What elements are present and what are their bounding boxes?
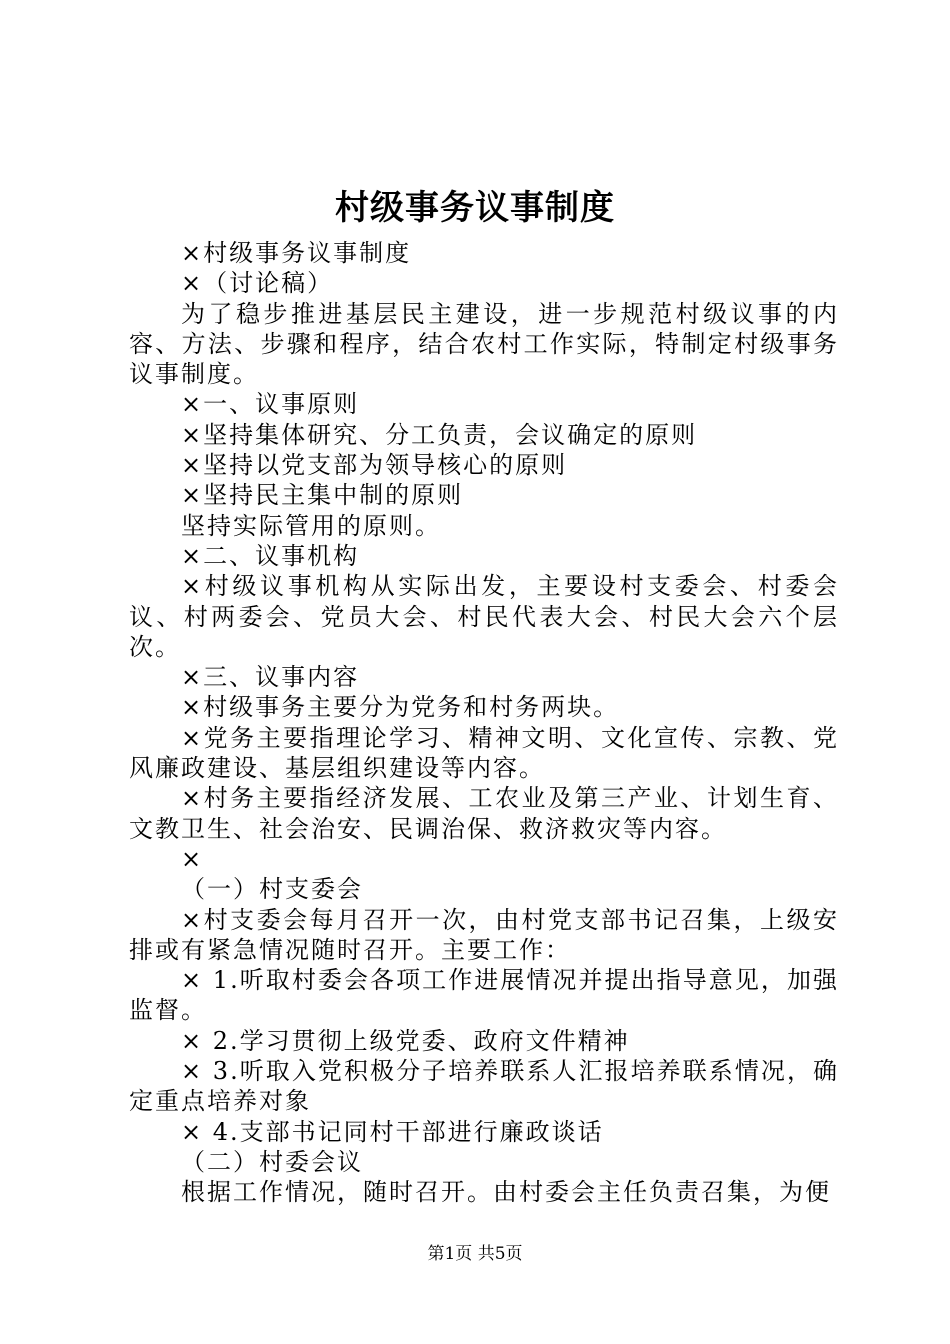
document-title: 村级事务议事制度 <box>335 188 615 228</box>
paragraph: ×村级事务议事制度 <box>181 239 412 267</box>
paragraph: ×村务主要指经济发展、工农业及第三产业、计划生育、文教卫生、社会治安、民调治保、救济救灾等内容。 <box>129 784 839 843</box>
paragraph: 根据工作情况，随时召开。由村委会主任负责召集，为便 <box>181 1178 831 1207</box>
paragraph: ×（讨论稿） <box>181 269 334 298</box>
paragraph: ×坚持集体研究、分工负责，会议确定的原则 <box>181 420 698 449</box>
paragraph: ×村级事务主要分为党务和村务两块。 <box>181 693 620 722</box>
paragraph: ×村支委会每月召开一次，由村党支部书记召集，上级安排或有紧急情况随时召开。主要工作： <box>129 905 839 964</box>
paragraph: ×坚持民主集中制的原则 <box>181 481 464 510</box>
page-number: 第1页 共5页 <box>427 1244 523 1264</box>
paragraph: （二）村委会议 <box>181 1147 363 1176</box>
paragraph: ×党务主要指理论学习、精神文明、文化宣传、宗教、党风廉政建设、基层组织建设等内容。 <box>129 723 839 783</box>
paragraph: ×三、议事内容 <box>181 663 360 692</box>
paragraph: ×一、议事原则 <box>181 390 360 419</box>
paragraph: （一）村支委会 <box>181 875 363 904</box>
paragraph: ×村级议事机构从实际出发，主要设村支委会、村委会议、村两委会、党员大会、村民代表大会、村民大会六个层次。 <box>129 572 839 661</box>
paragraph: × <box>181 844 204 873</box>
paragraph: 为了稳步推进基层民主建设，进一步规范村级议事的内容、方法、步骤和程序，结合农村工作实际，特制定村级事务议事制度。 <box>129 299 839 389</box>
document-body <box>129 238 839 1208</box>
paragraph: × 3.听取入党积极分子培养联系人汇报培养联系情况，确定重点培养对象 <box>129 1057 839 1116</box>
paragraph: × 2.学习贯彻上级党委、政府文件精神 <box>181 1026 630 1055</box>
paragraph: 坚持实际管用的原则。 <box>181 511 441 540</box>
paragraph: ×坚持以党支部为领导核心的原则 <box>181 451 568 480</box>
paragraph: × 1.听取村委会各项工作进展情况并提出指导意见，加强监督。 <box>129 966 839 1025</box>
paragraph: × 4.支部书记同村干部进行廉政谈话 <box>181 1117 604 1146</box>
paragraph: ×二、议事机构 <box>181 541 360 570</box>
